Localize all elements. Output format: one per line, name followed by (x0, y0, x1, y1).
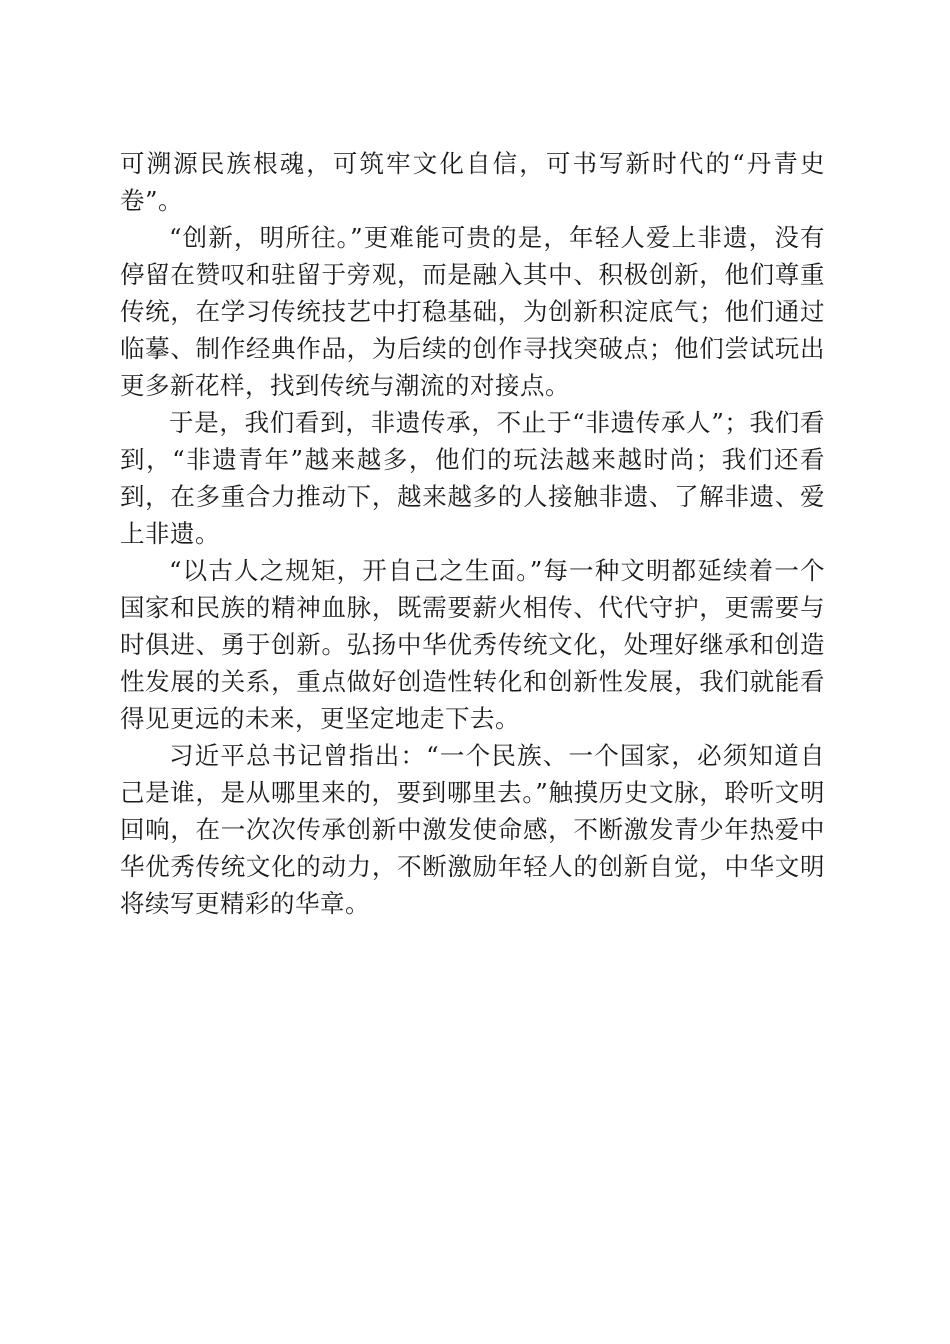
paragraph-continuation: 可溯源民族根魂，可筑牢文化自信，可书写新时代的“丹青史卷”。 (120, 149, 825, 215)
paragraph-innovation: “创新，明所往。”更难能可贵的是，年轻人爱上非遗，没有停留在赞叹和驻留于旁观，而是融入其中、积极创新，他们尊重传统，在学习传统技艺中打稳基础，为创新积淀底气；他们通过临摹、制作经典作品，为后续的创作寻找突破点；他们尝试玩出更多新花样，找到传统与潮流的对接点。 (120, 223, 825, 400)
paragraph-heritage-youth: 于是，我们看到，非遗传承，不止于“非遗传承人”；我们看到，“非遗青年”越来越多，他们的玩法越来越时尚；我们还看到，在多重合力推动下，越来越多的人接触非遗、了解非遗、爱上非遗。 (120, 408, 825, 548)
paragraph-civilization: “以古人之规矩，开自己之生面。”每一种文明都延续着一个国家和民族的精神血脉，既需要薪火相传、代代守护，更需要与时俱进、勇于创新。弘扬中华优秀传统文化，处理好继承和创造性发展的关系，重点做好创造性转化和创新性发展，我们就能看得见更远的未来，更坚定地走下去。 (120, 556, 825, 733)
article-body (120, 145, 825, 922)
paragraph-conclusion: 习近平总书记曾指出：“一个民族、一个国家，必须知道自己是谁，是从哪里来的，要到哪里去。”触摸历史文脉，聆听文明回响，在一次次传承创新中激发使命感，不断激发青少年热爱中华优秀传统文化的动力，不断激励年轻人的创新自觉，中华文明将续写更精彩的华章。 (120, 741, 825, 918)
